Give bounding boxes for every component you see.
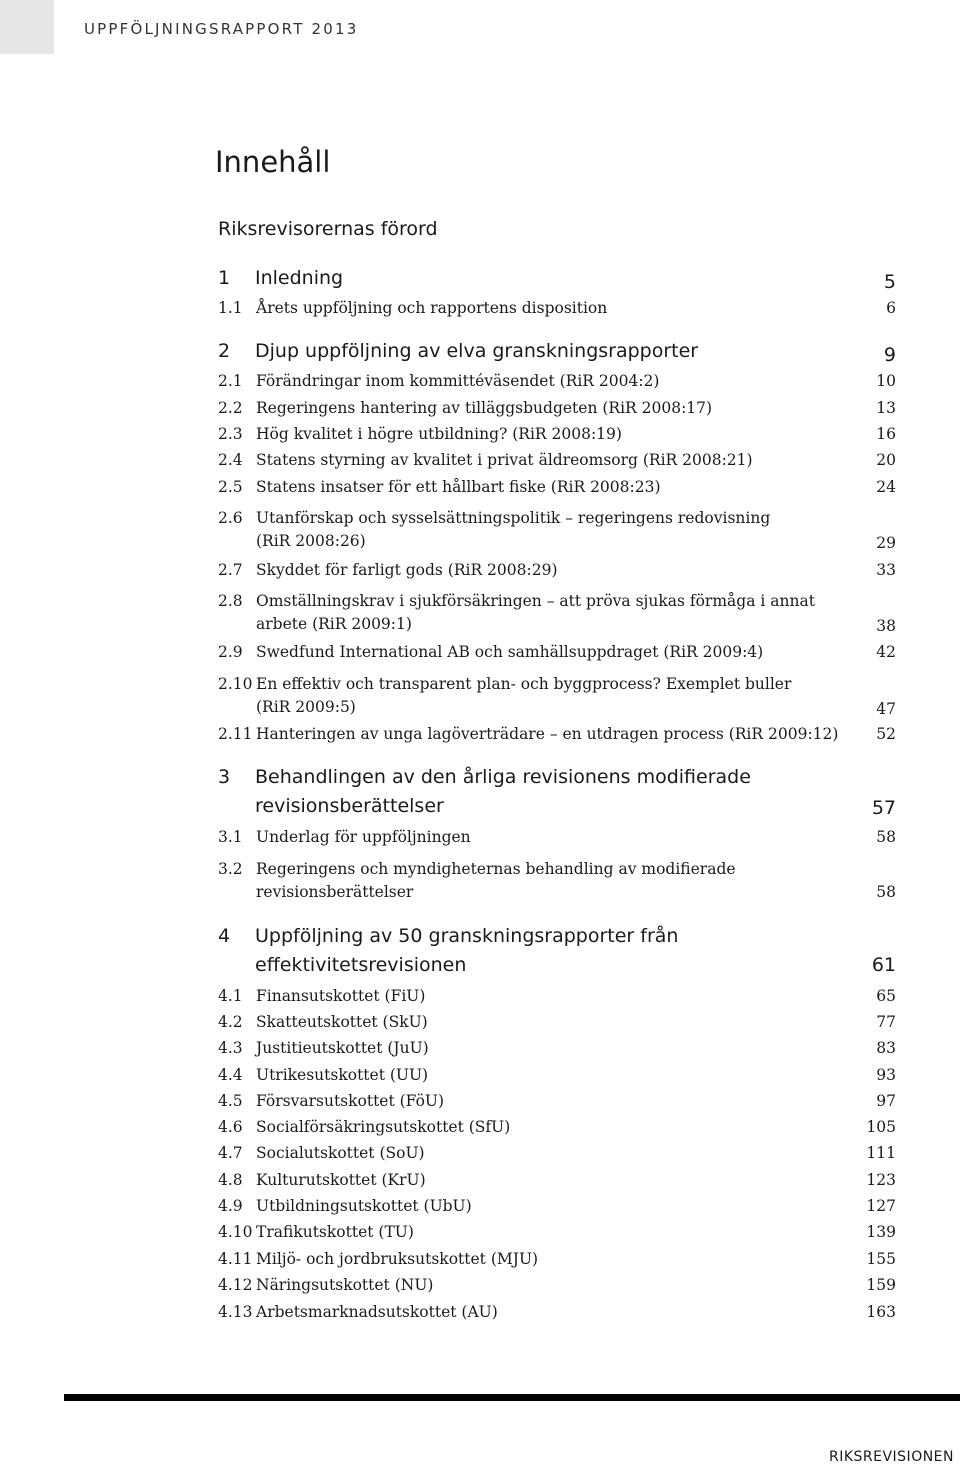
toc-page-number: 139 bbox=[866, 1223, 896, 1241]
toc-page-number: 77 bbox=[876, 1013, 896, 1031]
toc-page-number: 123 bbox=[866, 1171, 896, 1189]
toc-page-number: 93 bbox=[876, 1066, 896, 1084]
toc-section-number: 4.1 bbox=[218, 987, 243, 1005]
toc-page-number: 5 bbox=[883, 271, 896, 293]
toc-chapter-title-continued: revisionsberättelser bbox=[255, 795, 444, 817]
footer-rule bbox=[64, 1394, 960, 1401]
toc-page-number: 20 bbox=[876, 451, 896, 469]
toc-page-number: 83 bbox=[876, 1039, 896, 1057]
toc-page-number: 127 bbox=[866, 1197, 896, 1215]
toc-section-title: Miljö- och jordbruksutskottet (MJU) bbox=[256, 1250, 539, 1268]
toc-chapter-title: Inledning bbox=[255, 267, 344, 289]
toc-section-title: Årets uppföljning och rapportens disposition bbox=[256, 299, 608, 317]
toc-section-number: 2.4 bbox=[218, 451, 243, 469]
toc-page-number: 42 bbox=[876, 643, 896, 661]
toc-section-number: 4.7 bbox=[218, 1144, 243, 1162]
toc-section-title: Skyddet för farligt gods (RiR 2008:29) bbox=[256, 561, 558, 579]
toc-section-number: 2.3 bbox=[218, 425, 243, 443]
toc-section-title: En effektiv och transparent plan- och byggprocess? Exemplet buller bbox=[256, 675, 792, 693]
toc-section-title: Regeringens och myndigheternas behandling av modifierade bbox=[256, 860, 736, 878]
toc-section-number: 4.4 bbox=[218, 1066, 243, 1084]
toc-chapter-title: Djup uppföljning av elva granskningsrapporter bbox=[255, 340, 699, 362]
toc-section-number: 2.10 bbox=[218, 675, 253, 693]
toc-page-number: 38 bbox=[876, 617, 896, 635]
footer-brand: RIKSREVISIONEN bbox=[828, 1449, 954, 1465]
toc-page-number: 52 bbox=[876, 725, 896, 743]
toc-section-number: 4.2 bbox=[218, 1013, 243, 1031]
toc-section-number: 4.5 bbox=[218, 1092, 243, 1110]
toc-section-title: Utrikesutskottet (UU) bbox=[256, 1066, 429, 1084]
toc-page-number: 58 bbox=[876, 883, 896, 901]
toc-page-number: 105 bbox=[866, 1118, 896, 1136]
running-header: UPPFÖLJNINGSRAPPORT 2013 bbox=[84, 20, 359, 38]
toc-section-number: 4.13 bbox=[218, 1303, 253, 1321]
toc-section-number: 4.8 bbox=[218, 1171, 243, 1189]
toc-section-title: Regeringens hantering av tilläggsbudgeten (RiR 2008:17) bbox=[256, 399, 713, 417]
toc-section-title-continued: (RiR 2009:5) bbox=[256, 698, 356, 716]
toc-section-number: 2.2 bbox=[218, 399, 243, 417]
toc-section-title: Kulturutskottet (KrU) bbox=[256, 1171, 426, 1189]
toc-section-title: Statens insatser för ett hållbart fiske (RiR 2008:23) bbox=[256, 478, 661, 496]
toc-section-title: Swedfund International AB och samhällsuppdraget (RiR 2009:4) bbox=[256, 643, 764, 661]
toc-page-number: 155 bbox=[866, 1250, 896, 1268]
toc-page-number: 58 bbox=[876, 828, 896, 846]
toc-page-number: 61 bbox=[871, 954, 896, 976]
toc-section-number: 2.7 bbox=[218, 561, 243, 579]
toc-chapter-title-continued: effektivitetsrevisionen bbox=[255, 954, 467, 976]
toc-section-number: 4.3 bbox=[218, 1039, 243, 1057]
toc-page-number: 16 bbox=[876, 425, 896, 443]
toc-section-title-continued: arbete (RiR 2009:1) bbox=[256, 615, 412, 633]
toc-page-number: 163 bbox=[866, 1303, 896, 1321]
toc-section-title: Statens styrning av kvalitet i privat äldreomsorg (RiR 2008:21) bbox=[256, 451, 753, 469]
toc-section-title: Utanförskap och sysselsättningspolitik – regeringens redovisning bbox=[256, 509, 771, 527]
toc-section-title-continued: (RiR 2008:26) bbox=[256, 532, 366, 550]
toc-section-title: Omställningskrav i sjukförsäkringen – att pröva sjukas förmåga i annat bbox=[256, 592, 815, 610]
toc-page-number: 57 bbox=[871, 797, 896, 819]
toc-section-title: Trafikutskottet (TU) bbox=[256, 1223, 414, 1241]
toc-section-number: 4.12 bbox=[218, 1276, 253, 1294]
corner-gray-box bbox=[0, 0, 54, 54]
toc-section-title-continued: revisionsberättelser bbox=[256, 883, 414, 901]
toc-page-number: 65 bbox=[876, 987, 896, 1005]
toc-section-title: Finansutskottet (FiU) bbox=[256, 987, 426, 1005]
toc-page-number: 47 bbox=[876, 700, 896, 718]
toc-section-number: 1.1 bbox=[218, 299, 243, 317]
toc-section-number: 4.10 bbox=[218, 1223, 253, 1241]
toc-page-number: 111 bbox=[866, 1144, 896, 1162]
toc-section-title: Arbetsmarknadsutskottet (AU) bbox=[256, 1303, 498, 1321]
toc-section-title: Socialutskottet (SoU) bbox=[256, 1144, 425, 1162]
toc-page-number: 13 bbox=[876, 399, 896, 417]
toc-chapter-number: 1 bbox=[218, 267, 231, 289]
toc-page-number: 29 bbox=[876, 534, 896, 552]
toc-section-title: Skatteutskottet (SkU) bbox=[256, 1013, 428, 1031]
toc-section-number: 2.6 bbox=[218, 509, 243, 527]
toc-chapter-title: Uppföljning av 50 granskningsrapporter från bbox=[255, 925, 679, 947]
toc-chapter-number: 2 bbox=[218, 340, 231, 362]
toc-section-title: Justitieutskottet (JuU) bbox=[256, 1039, 429, 1057]
toc-section-number: 2.11 bbox=[218, 725, 253, 743]
toc-section-title: Näringsutskottet (NU) bbox=[256, 1276, 434, 1294]
toc-section-title: Socialförsäkringsutskottet (SfU) bbox=[256, 1118, 511, 1136]
toc-page-number: 24 bbox=[876, 478, 896, 496]
toc-chapter-number: 3 bbox=[218, 766, 231, 788]
toc-section-title: Hög kvalitet i högre utbildning? (RiR 2008:19) bbox=[256, 425, 622, 443]
toc-preface[interactable]: Riksrevisorernas förord bbox=[218, 218, 438, 240]
toc-chapter-number: 4 bbox=[218, 925, 231, 947]
toc-section-title: Underlag för uppföljningen bbox=[256, 828, 471, 846]
toc-page-number: 6 bbox=[886, 299, 896, 317]
toc-page-number: 10 bbox=[876, 372, 896, 390]
toc-section-number: 4.9 bbox=[218, 1197, 243, 1215]
toc-page-number: 33 bbox=[876, 561, 896, 579]
toc-section-number: 2.5 bbox=[218, 478, 243, 496]
toc-section-number: 2.1 bbox=[218, 372, 243, 390]
toc-page-number: 159 bbox=[866, 1276, 896, 1294]
toc-section-title: Hanteringen av unga lagöverträdare – en utdragen process (RiR 2009:12) bbox=[256, 725, 839, 743]
toc-section-number: 3.2 bbox=[218, 860, 243, 878]
toc-section-title: Försvarsutskottet (FöU) bbox=[256, 1092, 445, 1110]
toc-section-title: Förändringar inom kommittéväsendet (RiR 2004:2) bbox=[256, 372, 660, 390]
toc-section-number: 4.11 bbox=[218, 1250, 253, 1268]
toc-section-number: 2.9 bbox=[218, 643, 243, 661]
toc-page-number: 9 bbox=[883, 344, 896, 366]
toc-section-number: 2.8 bbox=[218, 592, 243, 610]
toc-chapter-title: Behandlingen av den årliga revisionens modifierade bbox=[255, 766, 751, 788]
toc-section-title: Utbildningsutskottet (UbU) bbox=[256, 1197, 472, 1215]
toc-section-number: 3.1 bbox=[218, 828, 243, 846]
toc-title: Innehåll bbox=[215, 145, 331, 179]
toc-page-number: 97 bbox=[876, 1092, 896, 1110]
toc-section-number: 4.6 bbox=[218, 1118, 243, 1136]
